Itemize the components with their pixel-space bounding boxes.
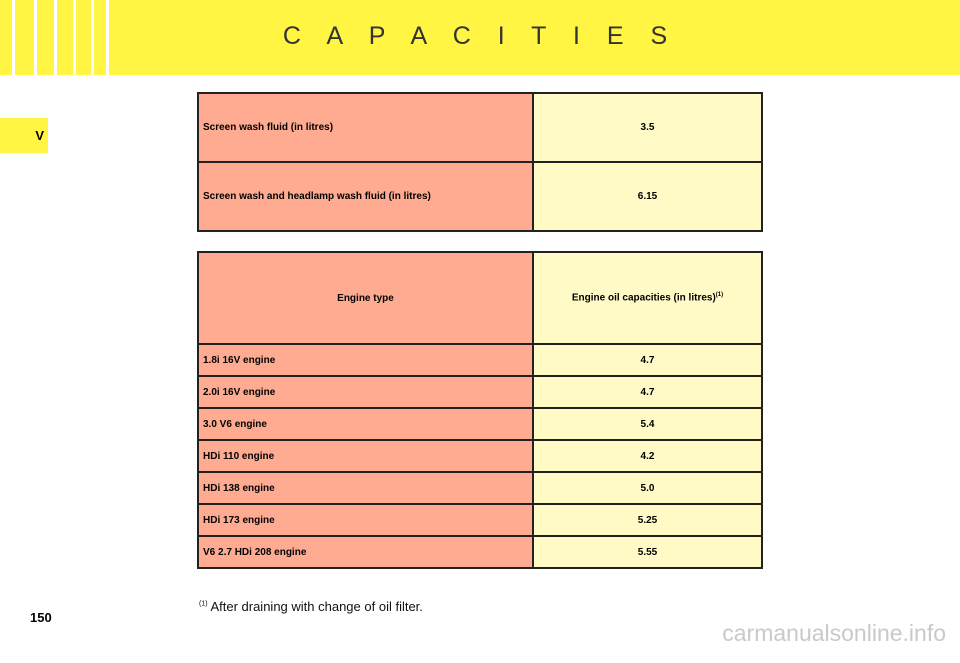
table-cell-capacity: 5.25 <box>533 504 762 536</box>
table-row <box>198 440 762 472</box>
table-cell-engine: 1.8i 16V engine <box>198 344 533 376</box>
table-cell-capacity: 4.7 <box>533 344 762 376</box>
table-cell-capacity: 5.55 <box>533 536 762 568</box>
table-cell-capacity: 5.0 <box>533 472 762 504</box>
table-cell-engine: HDi 173 engine <box>198 504 533 536</box>
table-row <box>198 162 762 231</box>
column-header-oil-capacity <box>533 252 762 344</box>
table-cell-value: 3.5 <box>533 93 762 162</box>
table-row <box>198 93 762 162</box>
table-header-row <box>198 252 762 344</box>
table-cell-capacity: 4.7 <box>533 376 762 408</box>
table-cell-engine: HDi 138 engine <box>198 472 533 504</box>
table-cell-label: Screen wash fluid (in litres) <box>198 93 533 162</box>
table-cell-engine: V6 2.7 HDi 208 engine <box>198 536 533 568</box>
column-header-engine-type: Engine type <box>198 252 533 344</box>
table-cell-value: 6.15 <box>533 162 762 231</box>
chapter-tab <box>0 118 48 153</box>
header-band <box>0 0 960 75</box>
footnote-marker: (1) <box>199 600 208 608</box>
table-row <box>198 472 762 504</box>
page-title: C A P A C I T I E S <box>282 22 678 50</box>
table-row <box>198 536 762 568</box>
page-number: 150 <box>30 610 52 625</box>
engine-oil-table <box>197 251 763 569</box>
footnote <box>199 599 423 614</box>
table-row <box>198 504 762 536</box>
table-cell-label: Screen wash and headlamp wash fluid (in litres) <box>198 162 533 231</box>
table-cell-engine: 3.0 V6 engine <box>198 408 533 440</box>
table-cell-engine: HDi 110 engine <box>198 440 533 472</box>
footnote-reference: (1) <box>715 292 724 299</box>
table-row <box>198 408 762 440</box>
column-header-text: Engine oil capacities (in litres) <box>571 292 716 304</box>
table-cell-capacity: 4.2 <box>533 440 762 472</box>
chapter-tab-label: V <box>35 128 44 143</box>
washer-fluid-table <box>197 92 763 232</box>
table-row <box>198 376 762 408</box>
footnote-text: After draining with change of oil filter. <box>207 599 423 614</box>
table-cell-capacity: 5.4 <box>533 408 762 440</box>
table-row <box>198 344 762 376</box>
watermark: carmanualsonline.info <box>722 620 946 646</box>
table-cell-engine: 2.0i 16V engine <box>198 376 533 408</box>
